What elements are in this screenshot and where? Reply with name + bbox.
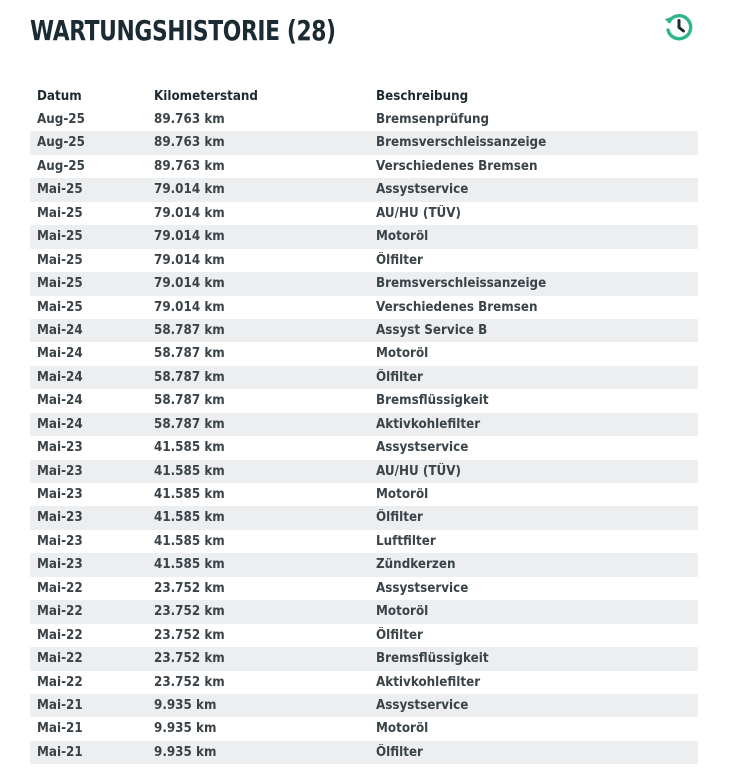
table-row [30,249,698,272]
mileage-cell: 9.935 km [154,721,217,737]
mileage-cell: 23.752 km [154,580,225,596]
date-cell: Mai-22 [37,580,83,596]
table-header-row [30,86,698,108]
mileage-cell: 79.014 km [154,229,225,245]
description-cell: Zündkerzen [376,557,456,573]
description-cell: Ölfilter [376,627,423,643]
table-row [30,624,698,647]
description-cell: Aktivkohlefilter [376,674,481,690]
mileage-cell: 58.787 km [154,322,225,338]
description-cell: Motoröl [376,487,429,502]
table-row [30,553,698,576]
table-row [30,319,698,342]
table-row [30,272,698,295]
date-cell: Mai-24 [37,416,83,432]
history-button[interactable] [662,10,696,44]
date-cell: Mai-22 [37,627,83,643]
mileage-cell: 41.585 km [154,440,225,456]
date-cell: Mai-23 [37,440,83,456]
table-row [30,296,698,319]
date-cell: Mai-23 [37,487,83,502]
table-row [30,600,698,623]
table-row [30,671,698,694]
mileage-cell: 89.763 km [154,112,225,127]
mileage-cell: 41.585 km [154,533,225,549]
table-row [30,506,698,529]
table-row [30,178,698,201]
description-cell: Aktivkohlefilter [376,416,481,432]
date-cell: Mai-23 [37,463,83,479]
date-cell: Mai-25 [37,299,83,315]
mileage-cell: 58.787 km [154,393,225,409]
mileage-cell: 23.752 km [154,627,225,643]
date-cell: Mai-25 [37,252,83,268]
mileage-cell: 41.585 km [154,557,225,573]
maintenance-history-table [30,86,698,764]
mileage-cell: 41.585 km [154,487,225,502]
table-row [30,483,698,506]
description-cell: Motoröl [376,346,429,362]
page-header [30,10,698,54]
date-cell: Mai-21 [37,721,83,737]
mileage-cell: 58.787 km [154,416,225,432]
table-row [30,577,698,600]
mileage-cell: 89.763 km [154,158,225,174]
date-cell: Mai-22 [37,651,83,667]
description-cell: Luftfilter [376,533,436,549]
table-row [30,530,698,553]
date-cell: Mai-22 [37,604,83,620]
description-cell: Ölfilter [376,252,423,268]
mileage-cell: 41.585 km [154,463,225,479]
table-row [30,741,698,764]
description-cell: AU/HU (TÜV) [376,463,461,479]
table-row [30,202,698,225]
date-cell: Mai-24 [37,346,83,362]
column-header-datum[interactable]: Datum [37,89,82,104]
date-cell: Mai-24 [37,322,83,338]
date-cell: Aug-25 [37,158,85,174]
description-cell: Verschiedenes Bremsen [376,299,538,315]
description-cell: AU/HU (TÜV) [376,205,461,221]
mileage-cell: 23.752 km [154,651,225,667]
description-cell: Bremsenprüfung [376,112,490,127]
description-cell: Ölfilter [376,744,423,760]
table-row [30,647,698,670]
date-cell: Mai-23 [37,533,83,549]
description-cell: Ölfilter [376,510,423,526]
date-cell: Mai-25 [37,205,83,221]
description-cell: Bremsflüssigkeit [376,393,489,409]
description-cell: Bremsverschleissanzeige [376,276,547,292]
description-cell: Motoröl [376,721,429,737]
table-row [30,225,698,248]
date-cell: Mai-23 [37,557,83,573]
date-cell: Mai-24 [37,393,83,409]
history-icon [662,10,696,44]
table-row [30,460,698,483]
date-cell: Mai-22 [37,674,83,690]
table-row [30,694,698,717]
mileage-cell: 89.763 km [154,135,225,151]
column-header-kilometerstand[interactable]: Kilometerstand [154,89,258,104]
date-cell: Aug-25 [37,135,85,151]
mileage-cell: 23.752 km [154,674,225,690]
table-row [30,108,698,131]
page-title: WARTUNGSHISTORIE (28) [30,14,336,47]
date-cell: Mai-21 [37,744,83,760]
table-row [30,131,698,154]
column-header-beschreibung[interactable]: Beschreibung [376,89,469,104]
table-row [30,366,698,389]
date-cell: Mai-23 [37,510,83,526]
date-cell: Mai-24 [37,369,83,385]
description-cell: Assystservice [376,697,469,713]
date-cell: Mai-21 [37,697,83,713]
date-cell: Mai-25 [37,182,83,198]
mileage-cell: 79.014 km [154,276,225,292]
description-cell: Assystservice [376,580,469,596]
description-cell: Assystservice [376,182,469,198]
mileage-cell: 9.935 km [154,697,217,713]
description-cell: Assyst Service B [376,322,488,338]
table-row [30,389,698,412]
mileage-cell: 79.014 km [154,182,225,198]
description-cell: Ölfilter [376,369,423,385]
table-row [30,413,698,436]
mileage-cell: 79.014 km [154,205,225,221]
table-row [30,342,698,365]
table-row [30,717,698,740]
description-cell: Assystservice [376,440,469,456]
description-cell: Bremsflüssigkeit [376,651,489,667]
mileage-cell: 41.585 km [154,510,225,526]
date-cell: Mai-25 [37,229,83,245]
mileage-cell: 79.014 km [154,252,225,268]
mileage-cell: 58.787 km [154,346,225,362]
mileage-cell: 79.014 km [154,299,225,315]
description-cell: Verschiedenes Bremsen [376,158,538,174]
mileage-cell: 58.787 km [154,369,225,385]
mileage-cell: 9.935 km [154,744,217,760]
mileage-cell: 23.752 km [154,604,225,620]
table-row [30,155,698,178]
description-cell: Bremsverschleissanzeige [376,135,547,151]
table-row [30,436,698,459]
date-cell: Mai-25 [37,276,83,292]
date-cell: Aug-25 [37,112,85,127]
description-cell: Motoröl [376,229,429,245]
description-cell: Motoröl [376,604,429,620]
